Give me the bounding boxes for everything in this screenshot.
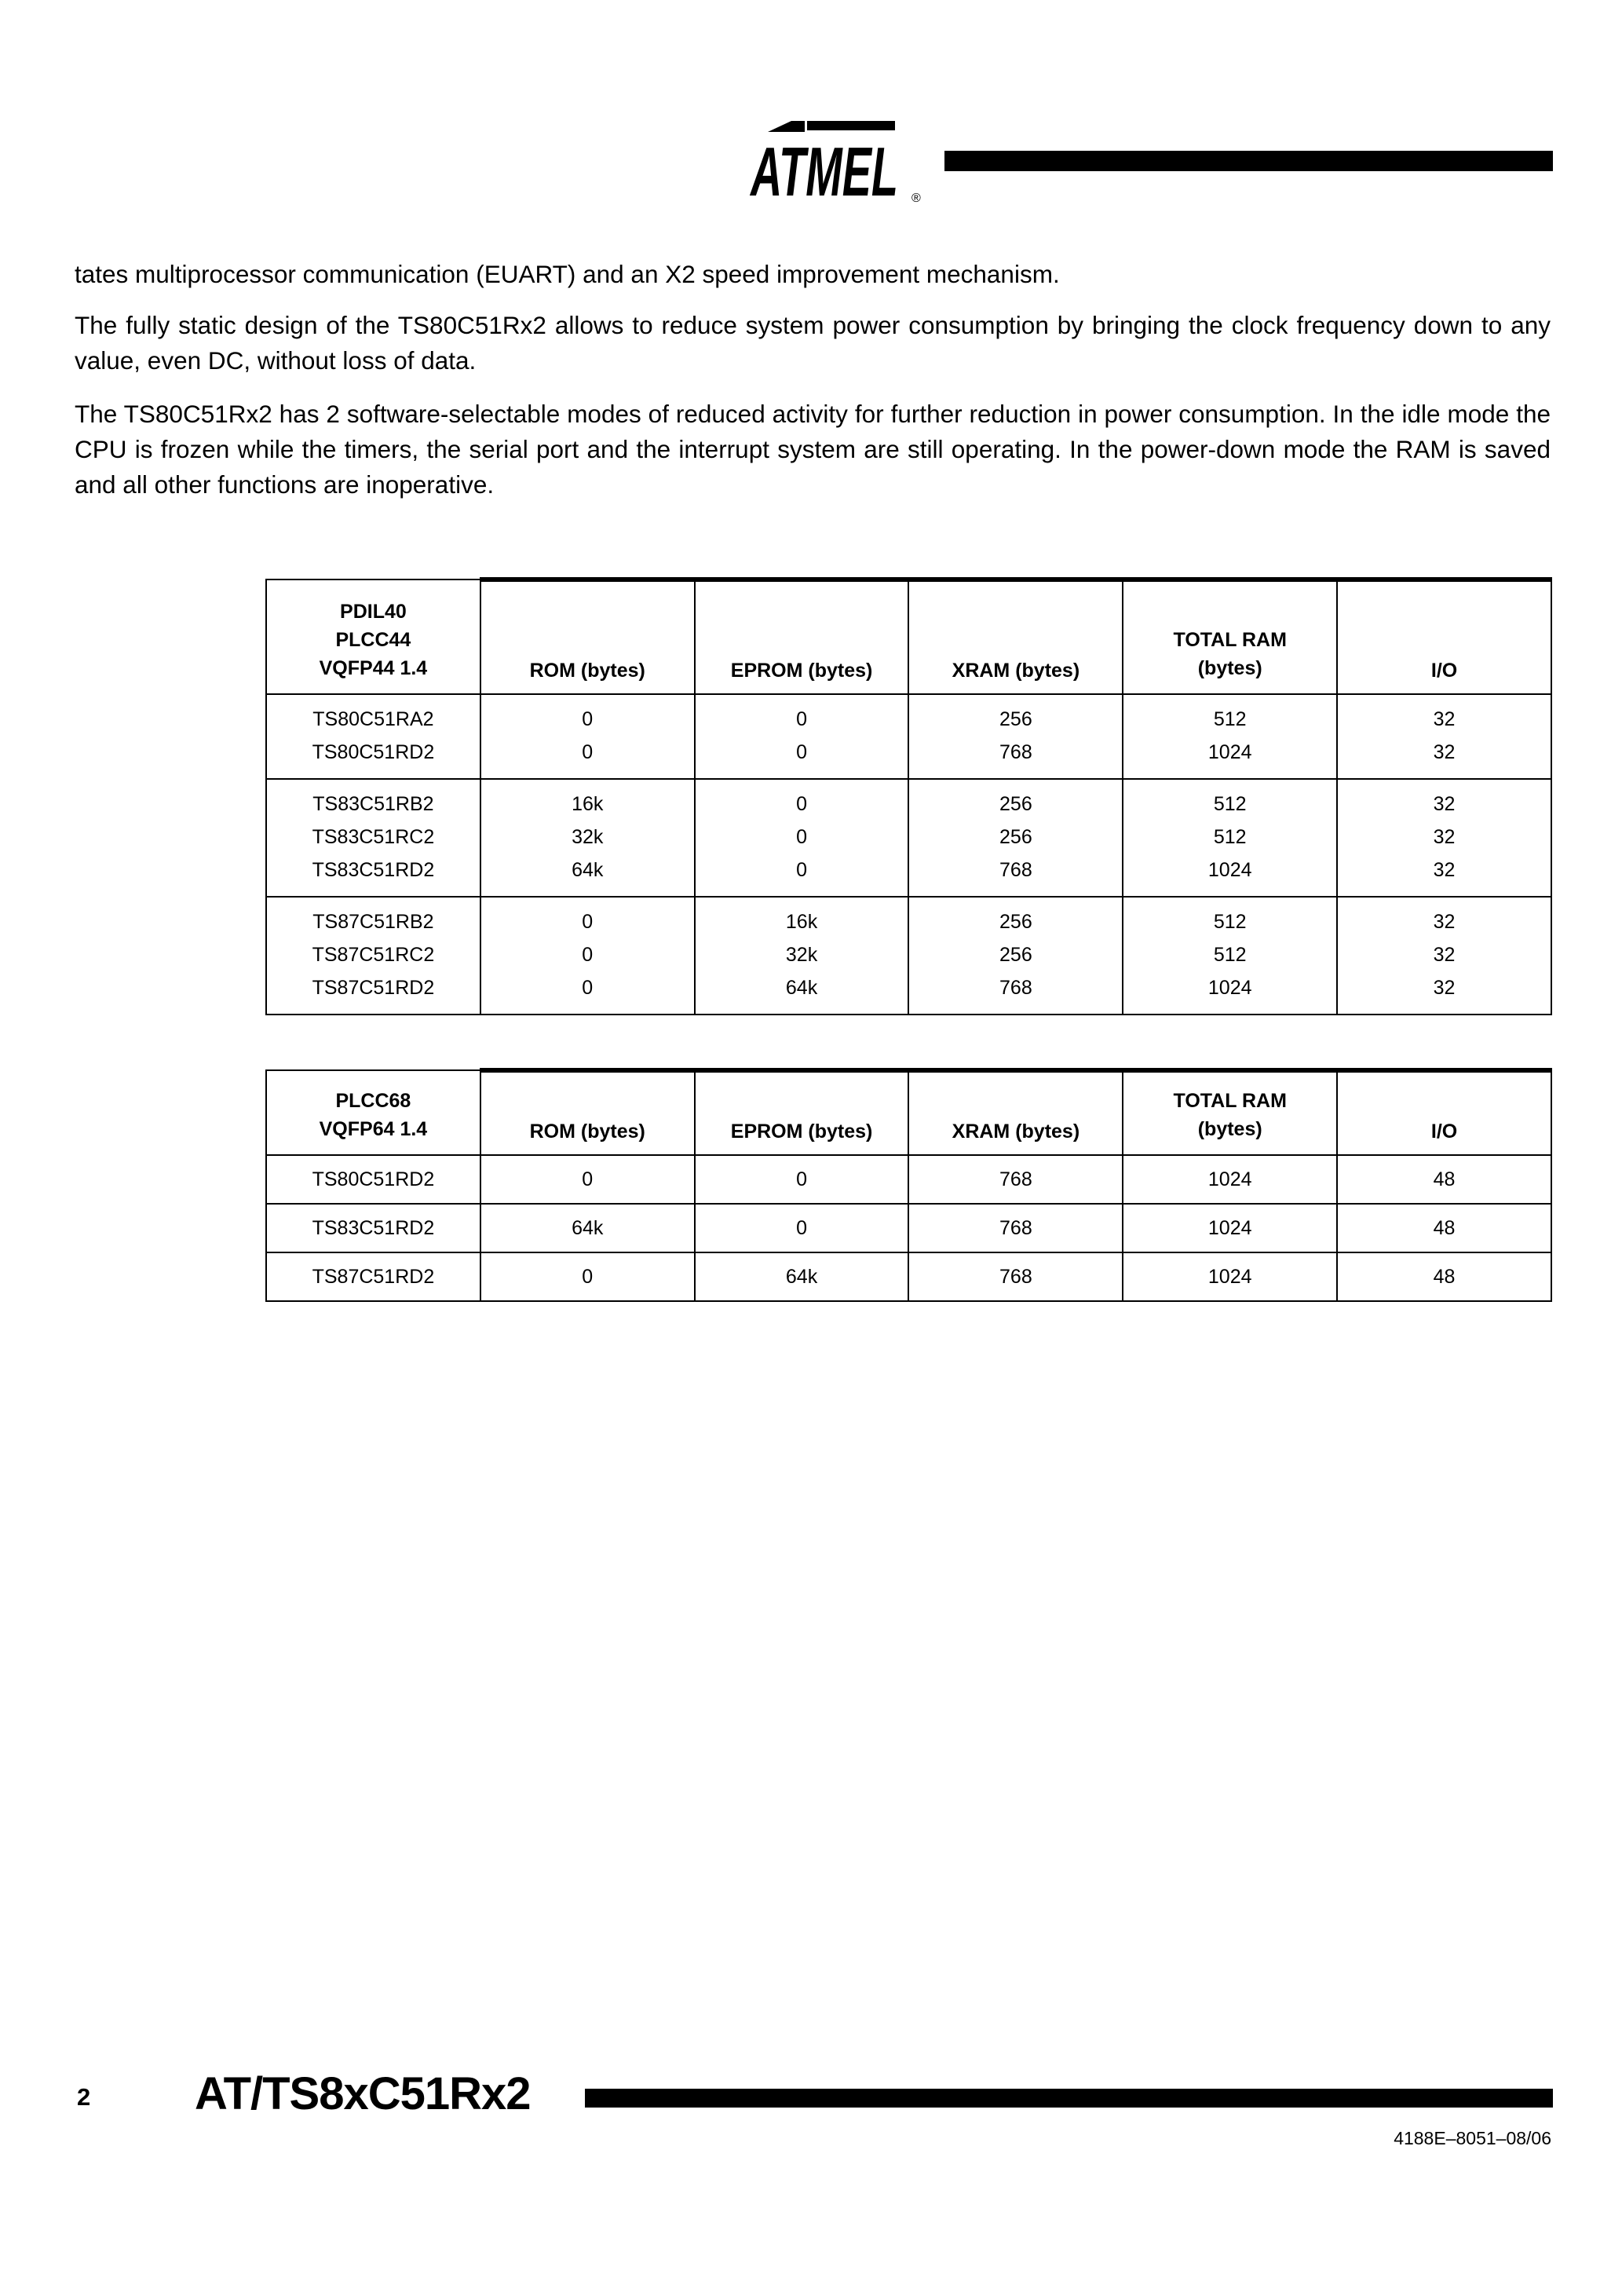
table-row bbox=[266, 971, 1551, 1015]
io-value: 32 bbox=[1337, 779, 1551, 821]
footer-rule bbox=[585, 2089, 1553, 2108]
xram-value: 768 bbox=[908, 1204, 1123, 1252]
xram-value: 256 bbox=[908, 938, 1123, 971]
part-number: TS83C51RB2 bbox=[266, 779, 480, 821]
table-row bbox=[266, 854, 1551, 897]
io-value: 48 bbox=[1337, 1204, 1551, 1252]
total-ram-value: 1024 bbox=[1123, 1252, 1337, 1301]
io-header: I/O bbox=[1337, 1070, 1551, 1155]
total-ram-value: 1024 bbox=[1123, 1204, 1337, 1252]
xram-value: 256 bbox=[908, 779, 1123, 821]
rom-value: 0 bbox=[480, 736, 695, 779]
header-rule bbox=[944, 151, 1553, 171]
part-number: TS83C51RD2 bbox=[266, 1204, 480, 1252]
package-header: PLCC68 VQFP64 1.4 bbox=[266, 1070, 480, 1155]
total-ram-value: 1024 bbox=[1123, 1155, 1337, 1204]
table-row bbox=[266, 1155, 1551, 1204]
total-ram-value: 512 bbox=[1123, 938, 1337, 971]
xram-value: 256 bbox=[908, 694, 1123, 736]
xram-value: 768 bbox=[908, 854, 1123, 897]
io-value: 32 bbox=[1337, 854, 1551, 897]
eprom-value: 32k bbox=[695, 938, 909, 971]
rom-value: 32k bbox=[480, 821, 695, 854]
xram-value: 256 bbox=[908, 821, 1123, 854]
table-row bbox=[266, 897, 1551, 938]
io-value: 32 bbox=[1337, 694, 1551, 736]
eprom-value: 0 bbox=[695, 736, 909, 779]
eprom-value: 64k bbox=[695, 1252, 909, 1301]
xram-header: XRAM (bytes) bbox=[908, 1070, 1123, 1155]
io-value: 48 bbox=[1337, 1155, 1551, 1204]
part-number: TS83C51RC2 bbox=[266, 821, 480, 854]
total-ram-value: 1024 bbox=[1123, 971, 1337, 1015]
total-ram-value: 1024 bbox=[1123, 736, 1337, 779]
document-title: AT/TS8xC51Rx2 bbox=[195, 2068, 531, 2119]
part-number: TS87C51RD2 bbox=[266, 1252, 480, 1301]
table-row bbox=[266, 779, 1551, 821]
io-header: I/O bbox=[1337, 579, 1551, 694]
rom-header: ROM (bytes) bbox=[480, 1070, 695, 1155]
eprom-value: 0 bbox=[695, 694, 909, 736]
total-ram-value: 1024 bbox=[1123, 854, 1337, 897]
total-ram-value: 512 bbox=[1123, 779, 1337, 821]
io-value: 32 bbox=[1337, 897, 1551, 938]
table-row bbox=[266, 938, 1551, 971]
table-header-row bbox=[266, 579, 1551, 694]
part-number: TS80C51RD2 bbox=[266, 736, 480, 779]
document-code: 4188E–8051–08/06 bbox=[1394, 2128, 1551, 2148]
xram-value: 768 bbox=[908, 1252, 1123, 1301]
table-row bbox=[266, 1252, 1551, 1301]
rom-value: 0 bbox=[480, 694, 695, 736]
total-ram-value: 512 bbox=[1123, 821, 1337, 854]
xram-header: XRAM (bytes) bbox=[908, 579, 1123, 694]
io-value: 32 bbox=[1337, 971, 1551, 1015]
table-row bbox=[266, 694, 1551, 736]
io-value: 32 bbox=[1337, 821, 1551, 854]
rom-value: 16k bbox=[480, 779, 695, 821]
io-value: 48 bbox=[1337, 1252, 1551, 1301]
total-ram-header: TOTAL RAM (bytes) bbox=[1123, 1070, 1337, 1155]
total-ram-value: 512 bbox=[1123, 897, 1337, 938]
part-number: TS80C51RA2 bbox=[266, 694, 480, 736]
page-number: 2 bbox=[77, 2083, 91, 2111]
xram-value: 768 bbox=[908, 736, 1123, 779]
paragraph: The fully static design of the TS80C51Rx2 allows to reduce system power consumption by bringing the clock frequency down to any value, even DC, without loss of data. bbox=[75, 311, 1551, 375]
part-number: TS87C51RB2 bbox=[266, 897, 480, 938]
registered-mark: ® bbox=[911, 192, 921, 204]
io-value: 32 bbox=[1337, 736, 1551, 779]
rom-value: 0 bbox=[480, 971, 695, 1015]
atmel-logo bbox=[746, 118, 926, 204]
table-row bbox=[266, 1204, 1551, 1252]
eprom-value: 0 bbox=[695, 1204, 909, 1252]
table-header-row bbox=[266, 1070, 1551, 1155]
part-number: TS87C51RC2 bbox=[266, 938, 480, 971]
product-table-40-44-pin bbox=[265, 577, 1552, 1015]
rom-value: 0 bbox=[480, 1155, 695, 1204]
paragraph: tates multiprocessor communication (EUART) and an X2 speed improvement mechanism. bbox=[75, 260, 1060, 288]
rom-value: 0 bbox=[480, 1252, 695, 1301]
eprom-header: EPROM (bytes) bbox=[695, 1070, 909, 1155]
part-number: TS87C51RD2 bbox=[266, 971, 480, 1015]
xram-value: 768 bbox=[908, 1155, 1123, 1204]
rom-value: 64k bbox=[480, 854, 695, 897]
rom-value: 0 bbox=[480, 938, 695, 971]
total-ram-header: TOTAL RAM (bytes) bbox=[1123, 579, 1337, 694]
xram-value: 256 bbox=[908, 897, 1123, 938]
part-number: TS80C51RD2 bbox=[266, 1155, 480, 1204]
table-row bbox=[266, 821, 1551, 854]
eprom-value: 0 bbox=[695, 821, 909, 854]
part-number: TS83C51RD2 bbox=[266, 854, 480, 897]
eprom-header: EPROM (bytes) bbox=[695, 579, 909, 694]
rom-value: 0 bbox=[480, 897, 695, 938]
io-value: 32 bbox=[1337, 938, 1551, 971]
rom-value: 64k bbox=[480, 1204, 695, 1252]
package-header: PDIL40 PLCC44 VQFP44 1.4 bbox=[266, 579, 480, 694]
eprom-value: 0 bbox=[695, 854, 909, 897]
total-ram-value: 512 bbox=[1123, 694, 1337, 736]
product-table-64-68-pin bbox=[265, 1068, 1552, 1302]
logo-text: ATMEL bbox=[749, 133, 898, 204]
paragraph: The TS80C51Rx2 has 2 software-selectable modes of reduced activity for further reduction in power consumption. In the idle mode the CPU is frozen while the timers, the serial port and the interrupt system are still operating. In the power-down mode the RAM is saved and all other functions are inoperative. bbox=[75, 400, 1551, 499]
eprom-value: 16k bbox=[695, 897, 909, 938]
eprom-value: 0 bbox=[695, 1155, 909, 1204]
xram-value: 768 bbox=[908, 971, 1123, 1015]
eprom-value: 0 bbox=[695, 779, 909, 821]
rom-header: ROM (bytes) bbox=[480, 579, 695, 694]
eprom-value: 64k bbox=[695, 971, 909, 1015]
table-row bbox=[266, 736, 1551, 779]
